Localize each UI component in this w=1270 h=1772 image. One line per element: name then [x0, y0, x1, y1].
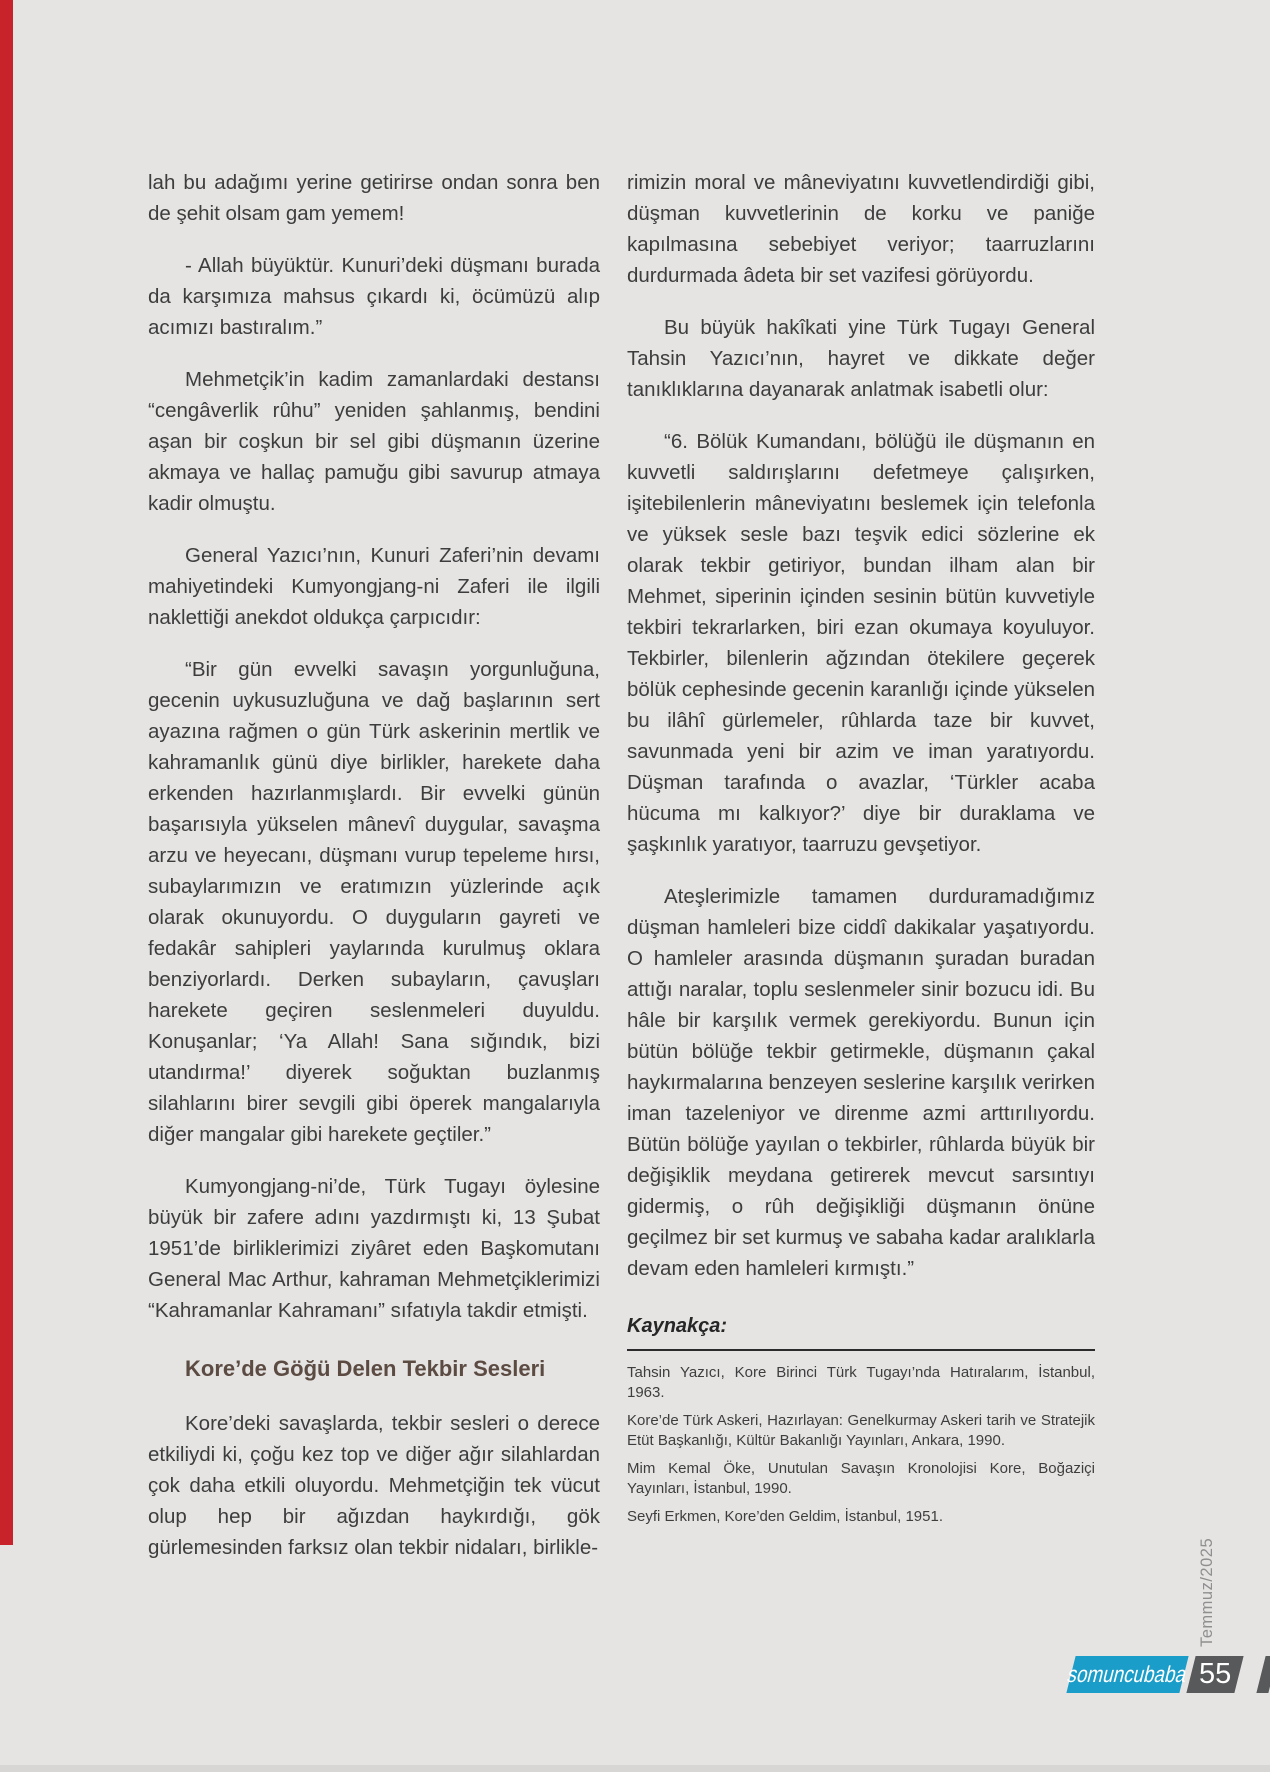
brand-banner [1065, 1656, 1191, 1693]
left-accent-bar [0, 0, 13, 1545]
paragraph: rimizin moral ve mâneviyatını kuvvetlendirdiği gibi, düşman kuvvetlerinin de korku ve paniğe kapılmasına sebebiyet veriyor; taarruzlarını durdurmada âdeta bir set vazifesi görüyordu. [627, 171, 1095, 287]
paragraph: “Bir gün evvelki savaşın yorgunluğuna, gecenin uykusuzluğuna ve dağ başlarının sert ayazına rağmen o gün Türk askerinin mertlik ve kahramanlık günü diye birlikler, harekete daha erkenden hazırlanmışlardı. Bir evvelki günün başarısıyla yükselen mânevî duygular, savaşma arzu ve heyecanı, düşmanı vurup tepeleme hırsı, subaylarımızın ve eratımızın yüzlerinde açık olarak okunuyordu. O duyguların gayreti ve fedakâr sahipleri yaylarında kurulmuş oklara benziyorlardı. Derken subayların, çavuşları harekete geçiren seslenmeleri duyuldu. Konuşanlar; ‘Ya Allah! Sana sığındık, bizi utandırma!’ diyerek soğuktan buzlanmış silahlarını birer sevgili gibi öperek mangalarıyla diğer mangalar gibi harekete geçtiler.” [148, 658, 600, 1146]
paragraph: lah bu adağımı yerine getirirse ondan sonra ben de şehit olsam gam yemem! [148, 171, 600, 225]
bibliography-section [627, 1311, 1095, 1527]
right-column [627, 167, 1095, 1536]
bibliography-entry: Seyfi Erkmen, Kore’den Geldim, İstanbul, 1951. [627, 1508, 943, 1525]
paragraph: Mehmetçik’in kadim zamanlardaki destansı “cengâverlik rûhu” yeniden şahlanmış, bendini aşan bir coşkun bir sel gibi düşmanın üzerine akmaya ve hallaç pamuğu gibi savurup atmaya kadir olmuştu. [148, 368, 600, 515]
page-bottom-edge [0, 1765, 1270, 1772]
paragraph: Kore’deki savaşlarda, tekbir sesleri o derece etkiliydi ki, çoğu kez top ve diğer ağır silahlardan çok daha etkili oluyordu. Mehmetçiğin tek vücut olup hep bir ağızdan haykırdığı, gök gürlemesinden farksız olan tekbir nidaları, birlikle- [148, 1412, 600, 1559]
bibliography-entry: Tahsin Yazıcı, Kore Birinci Türk Tugayı’nda Hatıralarım, İstanbul, 1963. [627, 1364, 1095, 1401]
paragraph: Bu büyük hakîkati yine Türk Tugayı General Tahsin Yazıcı’nın, hayret ve dikkate değer tanıklıklarına dayanarak anlatmak isabetli olur: [627, 316, 1095, 401]
bibliography-entry: Mim Kemal Öke, Unutulan Savaşın Kronolojisi Kore, Boğaziçi Yayınları, İstanbul, 1990. [627, 1460, 1095, 1497]
issue-date-vertical: Temmuz/2025 [1198, 1537, 1216, 1647]
paragraph: Kumyongjang-ni’de, Türk Tugayı öylesine büyük bir zafere adını yazdırmıştı ki, 13 Şubat 1951’de birliklerimizi ziyâret eden Başkomutanı General Mac Arthur, kahraman Mehmetçiklerimizi “Kahramanlar Kahramanı” sıfatıyla takdir etmişti. [148, 1175, 600, 1322]
paragraph: Ateşlerimizle tamamen durduramadığımız düşman hamleleri bize ciddî dakikalar yaşatıyordu. O hamleler arasında düşmanın şuradan buradan attığı naralar, toplu seslenmeler sinir bozucu idi. Bu hâle bir karşılık vermek gerekiyordu. Bunun için bütün bölüğe tekbir getirmekle, düşmanın çakal haykırmalarına benzeyen seslerine karşılık verirken iman tazeleniyor ve direnme azmi arttırılıyordu. Bütün bölüğe yayılan o tekbirler, rûhlarda büyük bir değişiklik meydana getirerek mevcut sarsıntıyı gidermiş, o rûh değişikliği düşmanın önüne geçilmez bir set kurmuş ve sabaha kadar aralıklarla devam eden hamleleri kırmıştı.” [627, 885, 1095, 1280]
left-column [148, 167, 600, 1584]
page-number-banner [1186, 1656, 1243, 1693]
section-heading: Kore’de Göğü Delen Tekbir Sesleri [185, 1356, 546, 1381]
paragraph: “6. Bölük Kumandanı, bölüğü ile düşmanın en kuvvetli saldırışlarını defetmeye çalışırken, işitebilenlerin mâneviyatını beslemek için telefonla ve yüksek sesle bazı teşvik edici sözlerine ek olarak tekbir getiriyor, bundan ilham alan bir Mehmet, siperinin içinden sesinin bütün kuvvetiyle tekbiri tekrarlarken, biri ezan okumaya koyuluyor. Tekbirler, bilenlerin ağzından ötekilere geçerek bölük cephesinde gecenin karanlığı içinde yükselen bu ilâhî gürlemeler, rûhlarda taze bir kuvvet, savunmada yeni bir azim ve iman yaratıyordu. Düşman tarafında o avazlar, ‘Türkler acaba hücuma mı kalkıyor?’ diye bir duraklama ve şaşkınlık yaratıyor, taarruzu gevşetiyor. [627, 430, 1095, 856]
banner-edge-strip [1256, 1656, 1270, 1693]
paragraph: - Allah büyüktür. Kunuri’deki düşmanı burada da karşımıza mahsus çıkardı ki, öcümüzü alıp acımızı bastıralım.” [148, 254, 600, 339]
page-number: 55 [1198, 1658, 1232, 1690]
footer-page-banner [0, 1656, 1270, 1693]
bibliography-title: Kaynakça: [627, 1311, 1095, 1351]
bibliography-entry: Kore’de Türk Askeri, Hazırlayan: Genelkurmay Askeri tarih ve Stratejik Etüt Başkanlığı, Kültür Bakanlığı Yayınları, Ankara, 1990. [627, 1412, 1095, 1449]
paragraph: General Yazıcı’nın, Kunuri Zaferi’nin devamı mahiyetindeki Kumyongjang-ni Zaferi ile ilgili naklettiği anekdot oldukça çarpıcıdır: [148, 544, 600, 629]
brand-name: somuncubaba [1065, 1661, 1191, 1687]
